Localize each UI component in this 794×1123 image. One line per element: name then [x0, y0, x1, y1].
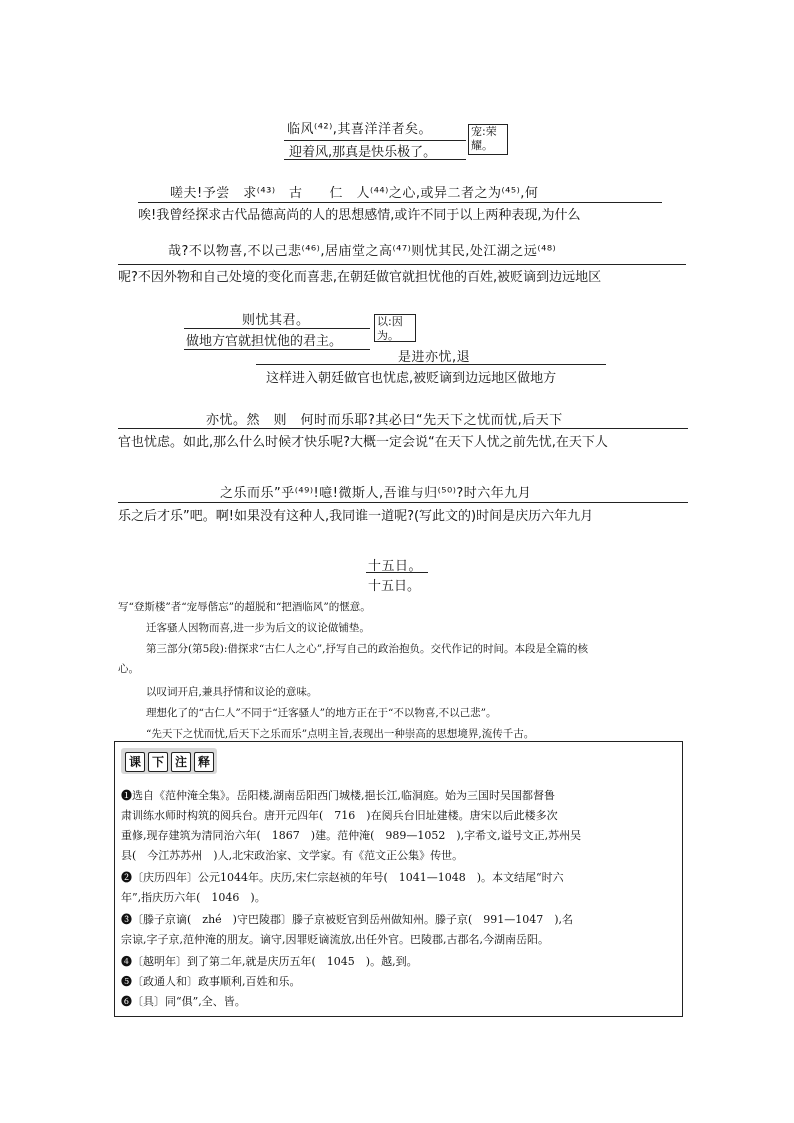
margin-annotation: 宠:荣耀。 [468, 124, 508, 155]
analysis-note: 写“登斯楼”者“宠辱偕忘”的超脱和“把酒临风”的惬意。 [118, 601, 371, 613]
translation-line: 唉!我曾经探求古代品德高尚的人的思想感情,或许不同于以上两种表现,为什么 [138, 208, 581, 223]
margin-annotation: 以:因为。 [374, 314, 416, 342]
section-badge-char: 释 [194, 752, 214, 772]
analysis-note: 迁客骚人因物而喜,进一步为后文的议论做铺垫。 [146, 622, 370, 634]
original-line: 哉?不以物喜,不以己悲⁽⁴⁶⁾,居庙堂之高⁽⁴⁷⁾则忧其民,处江湖之远⁽⁴⁸⁾ [168, 244, 557, 259]
underline-rule [284, 159, 466, 160]
underline-rule [184, 328, 370, 329]
analysis-note: “先天下之忧而忧,后天下之乐而乐”点明主旨,表现出一种崇高的思想境界,流传千古。 [146, 728, 535, 740]
translation-line: 呢?不因外物和自己处境的变化而喜悲,在朝廷做官就担忧他的百姓,被贬谪到边远地区 [118, 270, 602, 285]
original-line: 则忧其君。 [242, 313, 310, 328]
translation-line: 乐之后才乐”吧。啊!如果没有这种人,我同谁一道呢?(写此文的)时间是庆历六年九月 [118, 509, 594, 524]
footnote-line: 重修,现存建筑为清同治六年( 1867 )建。范仲淹( 989—1052 ),字希文,谥号文正,苏州吴 [121, 829, 582, 842]
underline-rule [366, 572, 428, 573]
footnote-line: ❻〔具〕同“俱”,全、皆。 [121, 995, 246, 1008]
underline-rule [118, 428, 688, 429]
original-line: 十五日。 [368, 559, 423, 574]
analysis-note: 以叹词开启,兼具抒情和议论的意味。 [146, 686, 318, 698]
original-line: 亦忧。然 则 何时而乐耶?其必曰“先天下之忧而忧,后天下 [206, 413, 563, 428]
section-badge-char: 下 [148, 752, 168, 772]
underline-rule [118, 502, 688, 503]
footnote-line: ❸〔滕子京谪( zhé )守巴陵郡〕滕子京被贬官到岳州做知州。滕子京( 991—1047 ),名 [121, 913, 574, 926]
underline-rule [138, 202, 662, 203]
underline-rule [256, 364, 606, 365]
footnote-line: 宗谅,字子京,范仲淹的朋友。谪守,因罪贬谪流放,出任外官。巴陵郡,古郡名,今湖南岳阳。 [121, 933, 549, 946]
translation-line: 这样进入朝廷做官也忧虑,被贬谪到边远地区做地方 [266, 371, 557, 386]
footnote-line: 年”,指庆历六年( 1046 )。 [121, 891, 266, 904]
analysis-note: 理想化了的“古仁人”不同于“迁客骚人”的地方正在于“不以物喜,不以己悲”。 [146, 707, 497, 719]
original-line: 嗟夫!予尝 求⁽⁴³⁾ 古 仁 人⁽⁴⁴⁾之心,或异二者之为⁽⁴⁵⁾,何 [170, 186, 539, 201]
footnote-line: 肃训练水师时构筑的阅兵台。唐开元四年( 716 )在阅兵台旧址建楼。唐宋以后此楼多次 [121, 809, 558, 822]
original-line: 临风⁽⁴²⁾,其喜洋洋者矣。 [287, 122, 432, 137]
translation-line: 官也忧虑。如此,那么什么时候才快乐呢?大概一定会说“在天下人忧之前先忧,在天下人 [118, 435, 608, 450]
footnotes-box [114, 741, 683, 1017]
section-badge-char: 课 [125, 752, 145, 772]
underline-rule [118, 264, 686, 265]
analysis-note: 第三部分(第5段):借探求“古仁人之心”,抒写自己的政治抱负。交代作记的时间。本段是全篇的核 [146, 643, 588, 655]
footnote-line: ❹〔越明年〕到了第二年,就是庆历五年( 1045 )。越,到。 [121, 955, 418, 968]
translation-line: 迎着风,那真是快乐极了。 [289, 145, 437, 160]
footnote-line: ❺〔政通人和〕政事顺利,百姓和乐。 [121, 975, 301, 988]
underline-rule [184, 349, 370, 350]
section-badge-char: 注 [171, 752, 191, 772]
translation-line: 十五日。 [368, 579, 421, 594]
translation-line: 做地方官就担忧他的君主。 [186, 334, 343, 349]
original-line: 之乐而乐”乎⁽⁴⁹⁾!噫!微斯人,吾谁与归⁽⁵⁰⁾?时六年九月 [220, 486, 532, 501]
analysis-note: 心。 [118, 663, 139, 675]
footnote-line: 县( 今江苏苏州 )人,北宋政治家、文学家。有《范文正公集》传世。 [121, 849, 464, 862]
original-line: 是进亦忧,退 [398, 350, 471, 365]
footnote-line: ❶选自《范仲淹全集》。岳阳楼,湖南岳阳西门城楼,挹长江,临洞庭。始为三国时吴国都督鲁 [121, 789, 555, 802]
footnote-line: ❷〔庆历四年〕公元1044年。庆历,宋仁宗赵祯的年号( 1041—1048 )。本文结尾“时六 [121, 871, 564, 884]
